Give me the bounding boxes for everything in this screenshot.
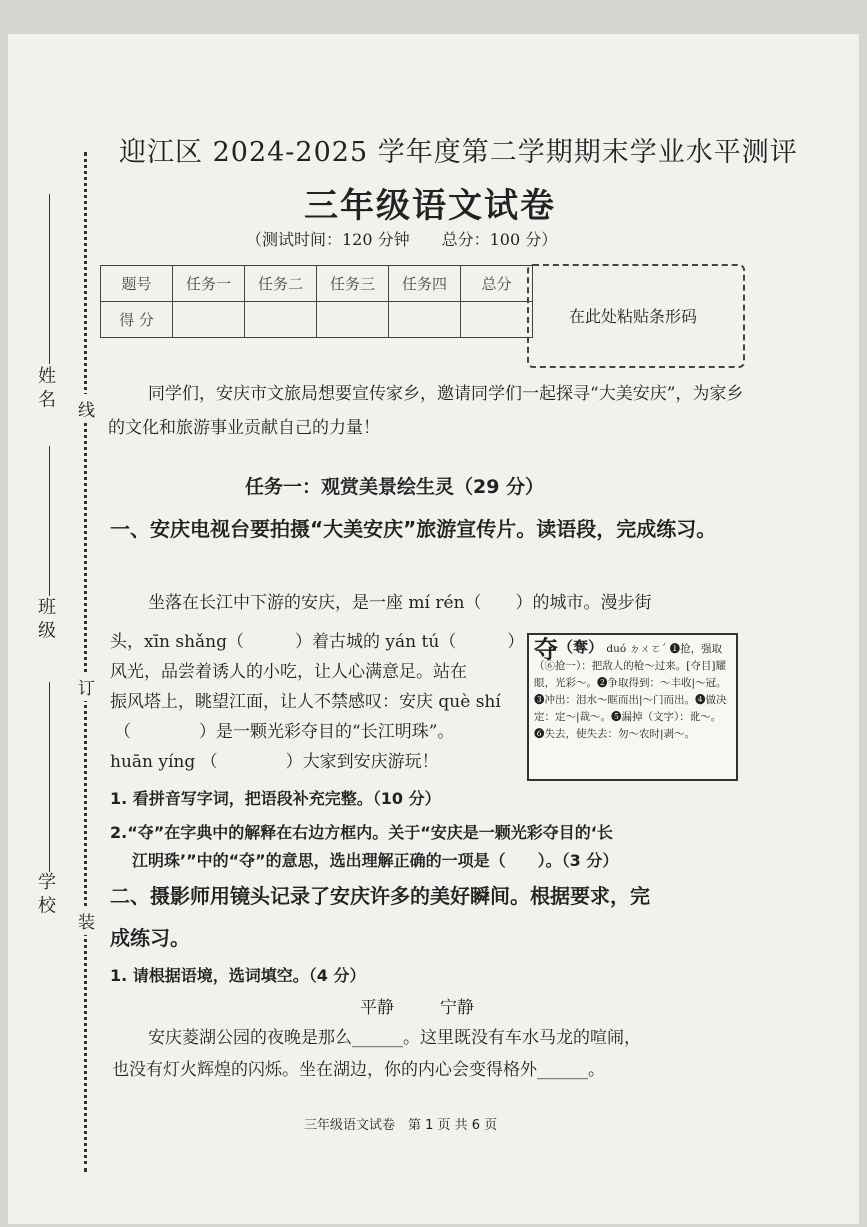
passage-line-1: 坐落在长江中下游的安庆，是一座 mí rén（ ）的城市。漫步街	[148, 593, 652, 613]
section2-title-line2: 成练习。	[110, 926, 190, 950]
section1-title: 一、安庆电视台要拍摄“大美安庆”旅游宣传片。读语段，完成练习。	[110, 517, 717, 541]
binding-char-ding: 订	[78, 672, 95, 701]
score-entry-cell[interactable]	[461, 302, 533, 338]
name-label: 姓 名	[35, 366, 56, 408]
intro-paragraph: 同学们，安庆市文旅局想要宣传家乡，邀请同学们一起探寻“大美安庆”，为家乡的文化和旅游事业贡献自己的力量！	[108, 384, 744, 438]
school-label: 学 校	[35, 872, 56, 914]
page-footer: 三年级语文试卷 第 1 页 共 6 页	[304, 1118, 498, 1133]
name-line	[49, 194, 50, 364]
question-2-1: 1. 请根据语境，选词填空。（4 分）	[110, 966, 366, 985]
exam-header-line: 迎江区 2024-2025 学年度第二学期期末学业水平测评	[119, 137, 798, 168]
dictionary-headword: 夺	[534, 634, 558, 664]
passage-line-2: 头，xīn shǎng（ ）着古城的 yán tú（ ）	[110, 632, 525, 652]
score-table-score-row	[101, 302, 533, 338]
table-cell: 任务二	[245, 266, 317, 302]
dictionary-entry-box	[527, 633, 738, 781]
score-entry-cell[interactable]	[317, 302, 389, 338]
score-table	[100, 265, 533, 338]
question-1-1: 1. 看拼音写字词，把语段补充完整。（10 分）	[110, 789, 441, 808]
table-cell: 任务一	[173, 266, 245, 302]
question-1-2-line2: 江明珠’”中的“夺”的意思，选出理解正确的一项是（ ）。（3 分）	[132, 851, 619, 870]
binding-margin	[8, 34, 108, 1224]
fill-blank-line-1: 安庆菱湖公园的夜晚是那么______。这里既没有车水马龙的喧闹，	[148, 1028, 641, 1048]
barcode-label: 在此处粘贴条形码	[569, 307, 698, 326]
section2-title-line1: 二、摄影师用镜头记录了安庆许多的美好瞬间。根据要求，完	[110, 884, 650, 908]
score-table-header-row	[101, 266, 533, 302]
passage-line-3: 风光，品尝着诱人的小吃，让人心满意足。站在	[110, 662, 467, 682]
exam-paper	[8, 34, 859, 1224]
word-options	[360, 992, 474, 1024]
score-entry-cell[interactable]	[245, 302, 317, 338]
word-option: 平静	[360, 998, 394, 1018]
passage-line-4: 振风塔上，眺望江面，让人不禁感叹：安庆 què shí	[110, 692, 501, 712]
passage-line-5: （ ）是一颗光彩夺目的“长江明珠”。	[114, 722, 455, 742]
binding-dotted-line	[84, 152, 87, 1172]
class-label: 班 级	[35, 597, 56, 639]
score-entry-cell[interactable]	[389, 302, 461, 338]
binding-char-zhuang: 装	[78, 906, 95, 935]
table-cell: 得 分	[101, 302, 173, 338]
exam-info: （测试时间：120 分钟 总分：100 分）	[246, 230, 558, 249]
task1-title: 任务一：观赏美景绘生灵（29 分）	[245, 476, 545, 498]
word-option: 宁静	[440, 998, 474, 1018]
score-entry-cell[interactable]	[173, 302, 245, 338]
class-line	[49, 446, 50, 596]
table-cell: 题号	[101, 266, 173, 302]
exam-title: 三年级语文试卷	[304, 186, 556, 226]
binding-char-xian: 线	[78, 394, 95, 423]
dictionary-traditional: （奪）	[558, 638, 604, 656]
table-cell: 任务四	[389, 266, 461, 302]
school-line	[49, 682, 50, 872]
table-cell: 任务三	[317, 266, 389, 302]
barcode-area	[527, 264, 745, 368]
table-cell: 总分	[461, 266, 533, 302]
passage-line-6: huān yíng （ ）大家到安庆游玩！	[110, 752, 439, 772]
question-1-2-line1: 2.“夺”在字典中的解释在右边方框内。关于“安庆是一颗光彩夺目的‘长	[110, 823, 613, 842]
fill-blank-line-2: 也没有灯火辉煌的闪烁。坐在湖边，你的内心会变得格外______。	[112, 1060, 605, 1080]
dictionary-definition: duó ㄉㄨㄛˊ ❶抢，强取（⑥抢一）：把敌人的枪～过来。[夺目]耀眼，光彩～。❷争取得到：～丰收|～冠。❸冲出：泪水～眶而出|～门而出。❹做决定：定～|裁～。❺漏掉（文字）：讹～。❻失去，使失去：勿～农时|剥～。	[534, 643, 727, 740]
